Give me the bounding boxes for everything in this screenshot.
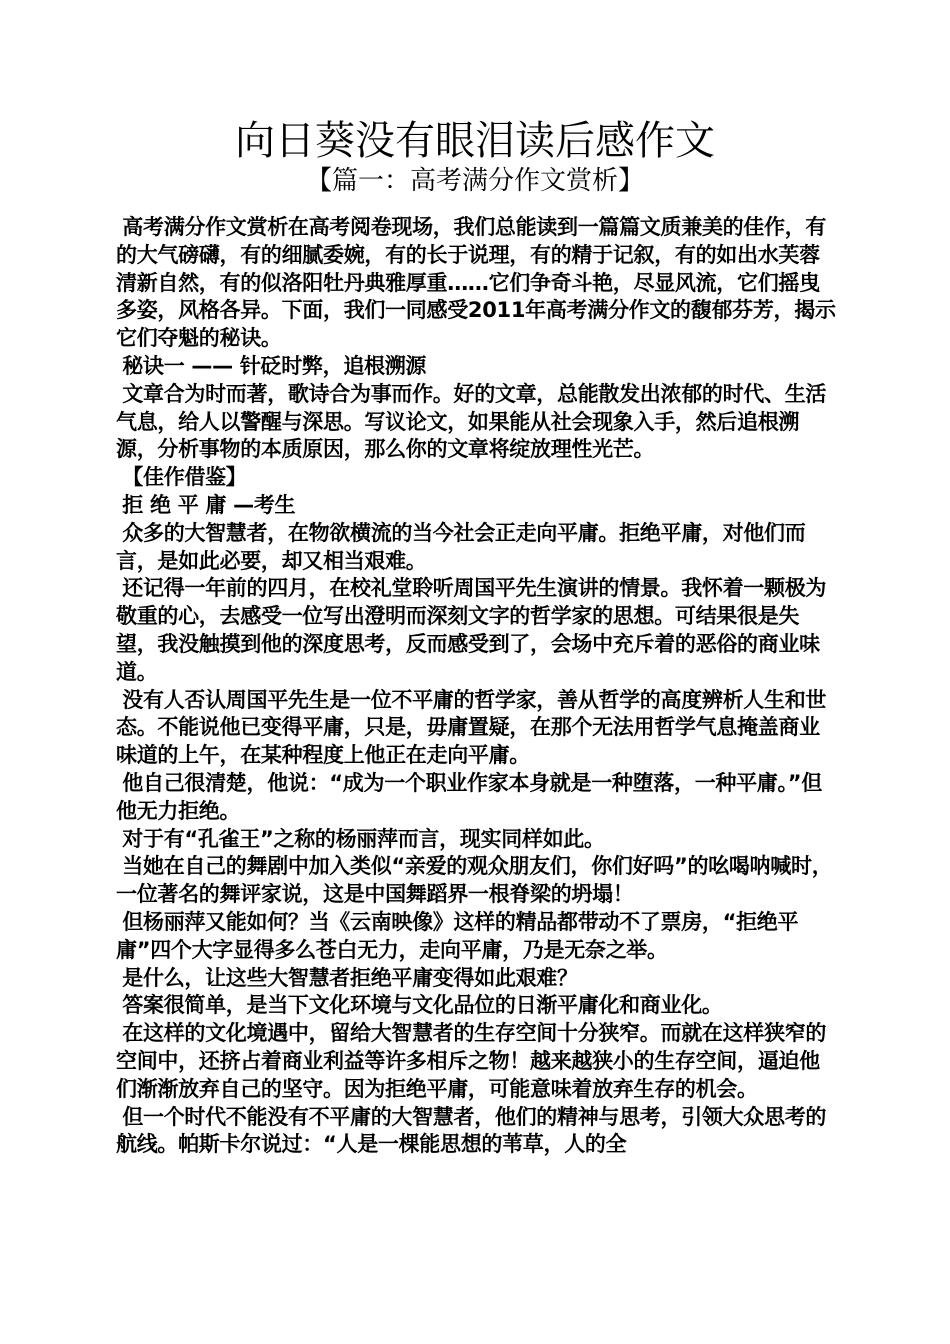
paragraph: 众多的大智慧者，在物欲横流的当今社会正走向平庸。拒绝平庸，对他们而言，是如此必要，却又相当艰难。 <box>116 520 806 573</box>
paragraph: 但一个时代不能没有不平庸的大智慧者，他们的精神与思考，引领大众思考的航线。帕斯卡尔说过：“人是一棵能思想的苇草，人的全 <box>116 1104 827 1157</box>
paragraph: 还记得一年前的四月，在校礼堂聆听周国平先生演讲的情景。我怀着一颗极为敬重的心，去感受一位写出澄明而深刻文字的哲学家的思想。可结果很是失望，我没触摸到他的深度思考，反而感受到了，会场中充斥着的恶俗的商业味道。 <box>116 576 827 684</box>
section-label: 【佳作借鉴】 <box>122 465 247 490</box>
paragraph: 答案很简单，是当下文化环境与文化品位的日渐平庸化和商业化。 <box>122 993 723 1018</box>
paragraph: 没有人否认周国平先生是一位不平庸的哲学家，善从哲学的高度辨析人生和世态。不能说他已变得平庸，只是，毋庸置疑，在那个无法用哲学气息掩盖商业味道的上午，在某种程度上他正在走向平庸。 <box>116 687 827 768</box>
section-heading: 秘诀一 —— 针砭时弊，追根溯源 <box>122 353 427 378</box>
paragraph: 是什么，让这些大智慧者拒绝平庸变得如此艰难？ <box>122 965 578 990</box>
document-title: 向日葵没有眼泪读后感作文 <box>235 118 715 164</box>
paragraph: 文章合为时而著，歌诗合为事而作。好的文章，总能散发出浓郁的时代、生活气息，给人以警醒与深思。写议论文，如果能从社会现象入手，然后追根溯源，分析事物的本质原因，那么你的文章将绽放理性光芒。 <box>116 381 827 462</box>
paragraph: 他自己很清楚，他说：“成为一个职业作家本身就是一种堕落，一种平庸。”但他无力拒绝。 <box>116 770 822 823</box>
document-body <box>116 214 836 1159</box>
document-subtitle: 【篇一：高考满分作文赏析】 <box>305 166 644 196</box>
paragraph: 但杨丽萍又能如何？当《云南映像》这样的精品都带动不了票房，“拒绝平庸”四个大字显得多么苍白无力，走向平庸，乃是无奈之举。 <box>116 909 799 962</box>
paragraph: 在这样的文化境遇中，留给大智慧者的生存空间十分狭窄。而就在这样狭窄的空间中，还挤占着商业利益等许多相斥之物！越来越狭小的生存空间，逼迫他们渐渐放弃自己的坚守。因为拒绝平庸，可能意味着放弃生存的机会。 <box>116 1021 827 1101</box>
essay-title: 拒 绝 平 庸 —考生 <box>122 492 296 517</box>
paragraph: 对于有“孔雀王”之称的杨丽萍而言，现实同样如此。 <box>122 826 605 851</box>
paragraph: 当她在自己的舞剧中加入类似“亲爱的观众朋友们，你们好吗”的吆喝呐喊时，一位著名的舞评家说，这是中国舞蹈界一根脊梁的坍塌！ <box>116 854 833 907</box>
paragraph: 高考满分作文赏析在高考阅卷现场，我们总能读到一篇篇文质兼美的佳作，有的大气磅礴，有的细腻委婉，有的长于说理，有的精于记叙，有的如出水芙蓉清新自然，有的似洛阳牡丹典雅厚重……它们争奇斗艳，尽显风流，它们摇曳多姿，风格各异。下面，我们一同感受2011年高考满分作文的馥郁芬芳，揭示它们夺魁的秘诀。 <box>116 215 836 351</box>
